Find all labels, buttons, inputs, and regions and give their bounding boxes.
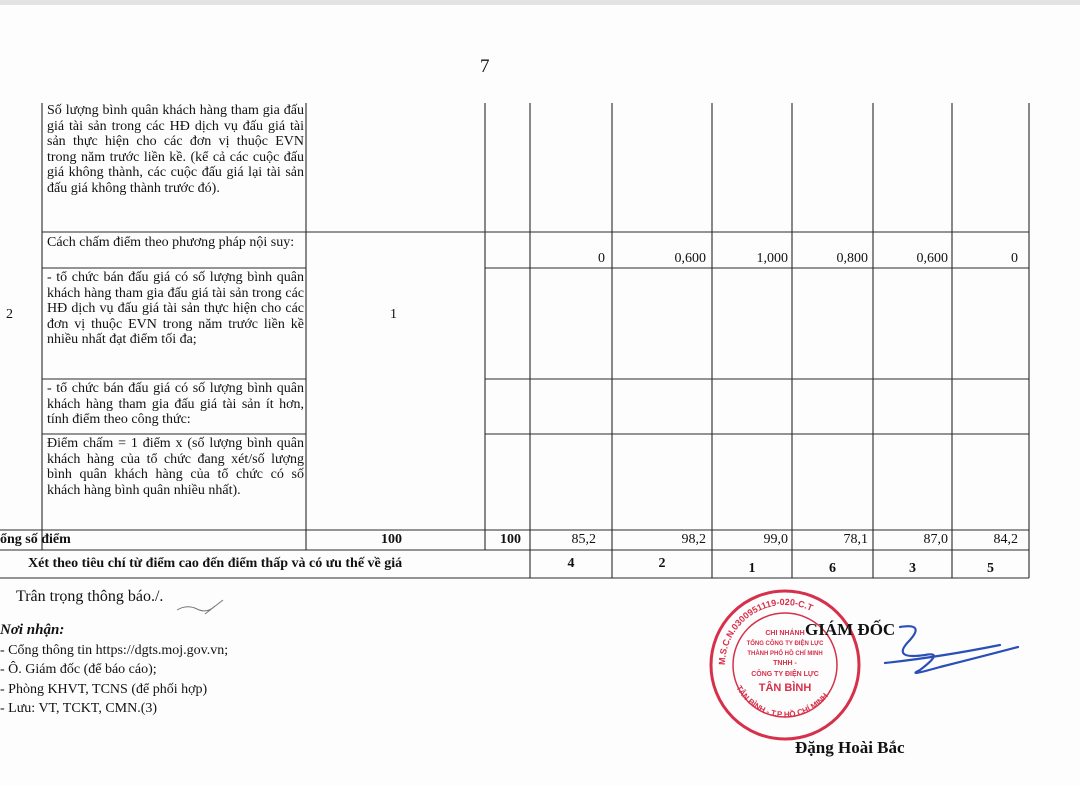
total-col-a: 100 (500, 532, 521, 547)
total-label: ổng số điểm (0, 532, 71, 547)
rank-value: 4 (567, 556, 575, 571)
top-edge (0, 0, 1080, 5)
rank-value: 5 (987, 561, 994, 576)
seal-line: TÂN BÌNH (758, 682, 812, 694)
recipient-item: - Cổng thông tin https://dgts.moj.gov.vn; (0, 643, 229, 658)
seal-ring-text: M.S.C.N.0300951119-020-C.T (716, 596, 815, 666)
total-value: 98,2 (681, 532, 706, 547)
total-value: 78,1 (843, 532, 868, 547)
score-cell: 0 (1011, 251, 1018, 266)
rank-value: 2 (658, 556, 666, 571)
max-score: 1 (390, 307, 397, 322)
total-value: 87,0 (923, 532, 948, 547)
seal-line: THÀNH PHỐ HỒ CHÍ MINH (747, 651, 823, 657)
total-value: 85,2 (571, 532, 596, 547)
closing-text: Trân trọng thông báo./. (16, 588, 164, 605)
total-max: 100 (381, 532, 402, 547)
criterion-formula: Điểm chấm = 1 điểm x (số lượng bình quân khách hàng của tổ chức đang xét/số lượng bình quân khách hàng của tổ chức có số khách hàng bình quân nhiều nhất). (47, 436, 304, 498)
score-cell: 0 (598, 251, 605, 266)
total-value: 99,0 (763, 532, 788, 547)
criterion-less-rule: - tổ chức bán đấu giá có số lượng bình quân khách hàng tham gia đấu giá tài sản ít hơn, tính điểm theo công thức: (47, 381, 304, 427)
rank-value: 6 (829, 561, 836, 576)
score-cell: 0,800 (836, 251, 868, 266)
signature-role: GIÁM ĐỐC (805, 620, 896, 639)
seal-line: TNHH - (773, 660, 797, 667)
criterion-scoring-method: Cách chấm điểm theo phương pháp nội suy: (47, 235, 295, 250)
score-cell: 0,600 (674, 251, 706, 266)
page-number: 7 (480, 56, 490, 77)
seal-line: CHI NHÁNH (765, 630, 805, 637)
recipient-item: - Phòng KHVT, TCNS (để phối hợp) (0, 682, 208, 697)
rank-value: 1 (748, 561, 756, 576)
seal-line: CÔNG TY ĐIỆN LỰC (751, 671, 819, 678)
signer-name: Đặng Hoài Bắc (795, 738, 905, 757)
criterion-max-rule: - tổ chức bán đấu giá có số lượng bình quân khách hàng tham gia đấu giá tài sản trong các HĐ dịch vụ đấu giá tài sản thực hiện cho các đơn vị thuộc EVN trong năm trước liền kề nhiều nhất đạt điểm tối đa; (47, 270, 304, 347)
recipients-title: Nơi nhận: (0, 622, 65, 638)
recipient-item: - Lưu: VT, TCKT, CMN.(3) (0, 701, 158, 716)
ranking-label: Xét theo tiêu chí từ điểm cao đến điểm thấp và có ưu thế về giá (28, 556, 403, 571)
total-value: 84,2 (993, 532, 1018, 547)
initial-scribble (175, 596, 235, 618)
rank-value: 3 (909, 561, 916, 576)
score-cell: 1,000 (756, 251, 788, 266)
seal-line: TỔNG CÔNG TY ĐIỆN LỰC (746, 641, 824, 647)
seal-bottom-text: TÂN BÌNH - T.P HỒ CHÍ MINH (734, 683, 830, 720)
score-cell: 0,600 (916, 251, 948, 266)
row-number: 2 (6, 307, 13, 322)
criterion-description: Số lượng bình quân khách hàng tham gia đấu giá tài sản trong các HĐ dịch vụ đấu giá tài sản thực hiện cho các đơn vị thuộc EVN trong năm trước liền kề. (kể cả các cuộc đấu giá không thành, các cuộc đấu giá lại tài sản đấu giá không thành trước đó). (47, 103, 304, 196)
recipient-item: - Ô. Giám đốc (để báo cáo); (0, 662, 157, 677)
handwritten-signature (830, 615, 1020, 695)
